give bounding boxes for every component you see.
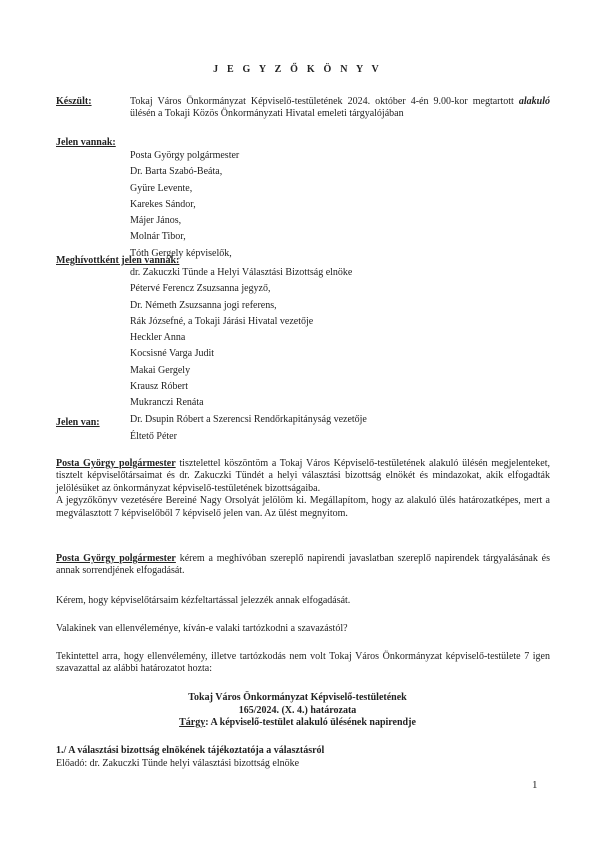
list-item: Heckler Anna bbox=[130, 332, 186, 344]
subject-label: Tárgy bbox=[179, 717, 206, 728]
document-title: J E G Y Z Ő K Ö N Y V bbox=[213, 64, 382, 75]
list-item: Rák Józsefné, a Tokaji Járási Hivatal vezetője bbox=[130, 315, 314, 327]
paragraph-text: tisztelettel köszöntöm a Tokaj Város Képviselő-testületének alakuló ülésén megjelenteket, tisztelt képviselőtársaimat és dr. Zakuczki Tündét a helyi választási bizottság elnökét és mindazokat, akik elfogadták jelölésüket az önkormányzat képviselő-testületének bizottságaiba. bbox=[56, 458, 550, 494]
subject-text: : A képviselő-testület alakuló ülésének napirendje bbox=[205, 717, 416, 728]
speaker-name: Posta György polgármester bbox=[56, 458, 176, 469]
paragraph-vote-request: Kérem, hogy képviselőtársaim kézfeltartással jelezzék annak elfogadását. bbox=[56, 595, 351, 606]
paragraph-agenda-request bbox=[56, 553, 550, 578]
keszult-text bbox=[130, 96, 550, 120]
resolution-body: Tokaj Város Önkormányzat Képviselő-testületének bbox=[188, 692, 407, 703]
list-item: Tóth Gergely képviselők, bbox=[130, 247, 232, 259]
paragraph-text: A jegyzőkönyv vezetésére Bereiné Nagy Orsolyát jelölöm ki. Megállapítom, hogy az alakuló ülés határozatképes, mert a megválasztott 7 képviselőből 7 képviselő jelen van. Az ülést megnyitom. bbox=[56, 495, 550, 519]
jelen-van-label: Jelen van: bbox=[56, 417, 100, 428]
paragraph-text: kérem a meghívóban szereplő napirendi javaslatban szereplő napirendek tárgyalásának és annak sorrendjének elfogadását. bbox=[56, 553, 550, 577]
list-item: Májer János, bbox=[130, 215, 182, 227]
keszult-text-before: Tokaj Város Önkormányzat Képviselő-testületének 2024. október 4-én 9.00-kor megtartott bbox=[130, 96, 519, 107]
resolution-number: 165/2024. (X. 4.) határozata bbox=[238, 704, 357, 716]
jelen-vannak-list bbox=[130, 148, 239, 262]
meghivottkent-label: Meghívottként jelen vannak: bbox=[56, 255, 180, 266]
list-item: Makai Gergely bbox=[130, 364, 191, 376]
agenda-item-presenter: Előadó: dr. Zakuczki Tünde helyi választási bizottság elnöke bbox=[56, 758, 300, 769]
list-item: Dr. Barta Szabó-Beáta, bbox=[130, 166, 223, 178]
list-item: Posta György polgármester bbox=[130, 150, 240, 161]
list-item: Molnár Tibor, bbox=[130, 231, 186, 243]
page-number: 1 bbox=[532, 779, 538, 791]
keszult-label: Készült: bbox=[56, 96, 92, 107]
list-item: Dr. Németh Zsuzsanna jogi referens, bbox=[130, 299, 277, 311]
list-item: Pétervé Ferencz Zsuzsanna jegyző, bbox=[130, 283, 271, 295]
list-item: dr. Zakuczki Tünde a Helyi Választási Bizottság elnöke bbox=[130, 267, 353, 278]
list-item: Mukranczi Renáta bbox=[130, 397, 204, 409]
jelen-van-list bbox=[130, 429, 177, 445]
jelen-vannak-label: Jelen vannak: bbox=[56, 137, 116, 148]
resolution-heading bbox=[0, 692, 595, 730]
list-item: Karekes Sándor, bbox=[130, 198, 196, 210]
speaker-name: Posta György polgármester bbox=[56, 553, 176, 564]
list-item: Dr. Dsupin Róbert a Szerencsi Rendőrkapitányság vezetője bbox=[130, 413, 367, 425]
list-item: Krausz Róbert bbox=[130, 381, 189, 393]
paragraph-vote-result: Tekintettel arra, hogy ellenvélemény, illetve tartózkodás nem volt Tokaj Város Önkormányzat képviselő-testülete 7 igen szavazattal az alábbi határozatot hozta: bbox=[56, 651, 550, 675]
agenda-item-title: 1./ A választási bizottság elnökének tájékoztatója a választásról bbox=[56, 745, 325, 756]
list-item: Gyüre Levente, bbox=[130, 182, 193, 194]
resolution-subject bbox=[0, 717, 595, 730]
keszult-text-after: ülésén a Tokaji Közös Önkormányzati Hivatal emeleti tárgyalójában bbox=[130, 108, 404, 119]
agenda-item bbox=[56, 744, 324, 770]
paragraph-opening bbox=[56, 458, 550, 520]
list-item: Éltető Péter bbox=[130, 431, 177, 442]
paragraph-objection-question: Valakinek van ellenvéleménye, kíván-e valaki tartózkodni a szavazástól? bbox=[56, 623, 348, 634]
meghivottkent-list bbox=[130, 265, 367, 428]
keszult-emphasis: alakuló bbox=[518, 96, 550, 107]
list-item: Kocsisné Varga Judit bbox=[130, 348, 215, 360]
